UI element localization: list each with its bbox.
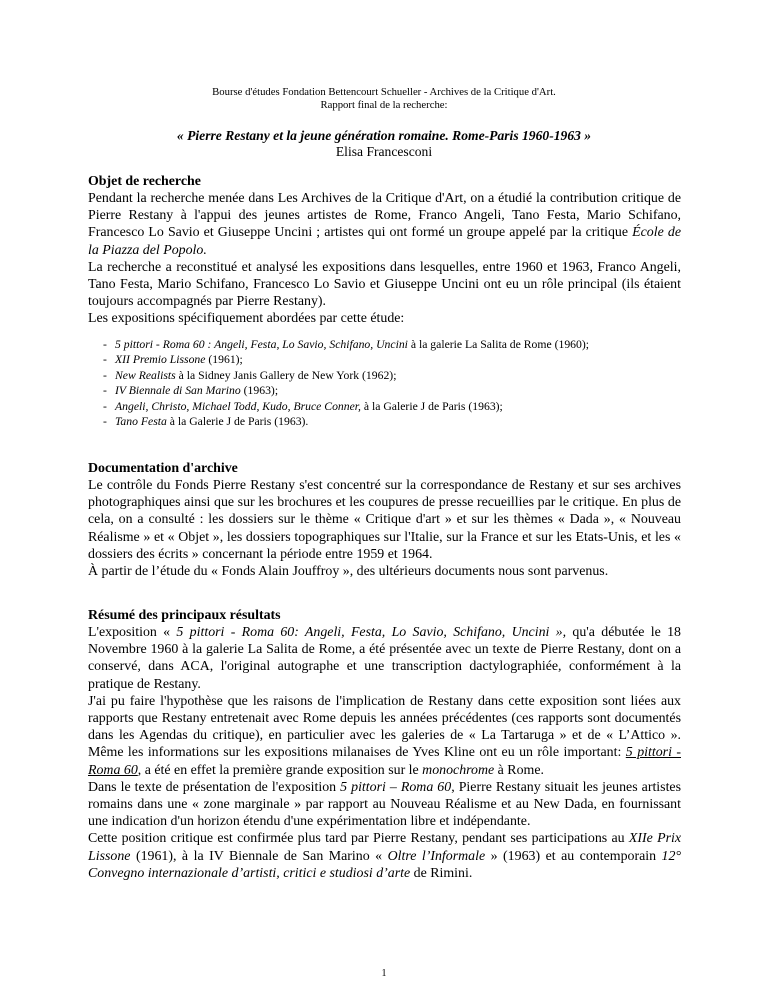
resultats-paragraph-3: Dans le texte de présentation de l'exposition 5 pittori – Roma 60, Pierre Restany situait les jeunes artistes romains dans une « zone marginale » par rapport au Nouveau Réalisme et au New Dada, en fournissant une indication d'un horizon étendu d'une expérimentation libre et indépendante. [88,779,681,830]
list-item: - IV Biennale di San Marino (1963); [103,383,683,398]
list-item: - New Realists à la Sidney Janis Gallery de New York (1962); [103,368,683,383]
list-item: - Angeli, Christo, Michael Todd, Kudo, Bruce Conner, à la Galerie J de Paris (1963); [103,399,683,414]
section-resultats [88,607,681,882]
resultats-paragraph-1: L'exposition « 5 pittori - Roma 60: Angeli, Festa, Lo Savio, Schifano, Uncini », qu'a débutée le 18 Novembre 1960 à la galerie La Salita de Rome, a été présentée avec un texte de Pierre Restany, dont on a conservé, dans ACA, l'original autographe et une transcription dactylographiée, conformément à la pratique de Restany. [88,625,681,692]
objet-paragraph-3: Les expositions spécifiquement abordées par cette étude: [88,311,405,327]
section-heading-objet: Objet de recherche [88,174,201,189]
documentation-paragraph-1: Le contrôle du Fonds Pierre Restany s'est concentré sur la correspondance de Restany et sur ses archives photographiques ainsi que sur les brochures et les coupures de presse recueillies par le critique. En plus de cela, on a consulté : les dossiers sur le thème « Critique d'art » et sur les thèmes « Dada », « Nouveau Réalisme » et « Objet », les dossiers topographiques sur l'Italie, sur la France et sur les Etats-Unis, et les « dossiers des écrits » concernant la période entre 1959 et 1964. [88,478,681,562]
objet-paragraph-2: La recherche a reconstitué et analysé les expositions dans lesquelles, entre 1960 et 1963, Franco Angeli, Tano Festa, Mario Schifano, Francesco Lo Savio et Giuseppe Uncini ont eu un rôle principal (ils étaient toujours accompagnés par Pierre Restany). [88,259,681,310]
list-item: - 5 pittori - Roma 60 : Angeli, Festa, Lo Savio, Schifano, Uncini à la galerie La Salita de Rome (1960); [103,337,683,352]
header-line-1: Bourse d'études Fondation Bettencourt Schueller - Archives de la Critique d'Art. [212,86,556,98]
list-item: - XII Premio Lissone (1961); [103,352,683,367]
page-number: 1 [381,968,387,979]
section-heading-documentation: Documentation d'archive [88,461,238,476]
objet-paragraph-1: Pendant la recherche menée dans Les Archives de la Critique d'Art, on a étudié la contribution critique de Pierre Restany à l'appui des jeunes artistes de Rome, Franco Angeli, Tano Festa, Mario Schifano, Francesco Lo Savio et Giuseppe Uncini ; artistes qui ont formé un groupe appelé par la critique École de la Piazza del Popolo. [88,191,681,258]
section-heading-resultats: Résumé des principaux résultats [88,608,281,623]
document-title: « Pierre Restany et la jeune génération romaine. Rome-Paris 1960-1963 » [176,128,592,143]
resultats-paragraph-2: J'ai pu faire l'hypothèse que les raisons de l'implication de Restany dans cette exposition sont liées aux rapports que Restany entretenait avec Rome depuis les années précédentes (ces rapports sont documentés dans les Agendas du critique), en particulier avec les galeries de « La Tartaruga » et de « L’Attico ». Même les informations sur les expositions milanaises de Yves Kline ont eu un rôle important: 5 pittori - Roma 60, a été en effet la première grande exposition sur le monochrome à Rome. [88,693,681,778]
resultats-paragraph-4: Cette position critique est confirmée plus tard par Pierre Restany, pendant ses participations au XIIe Prix Lissone (1961), à la IV Biennale de San Marino « Oltre l’Informale » (1963) et au contemporain 12° Convegno internazionale d’artisti, critici e studiosi d’arte de Rimini. [88,831,681,881]
documentation-paragraph-2: À partir de l’étude du « Fonds Alain Jouffroy », des ultérieurs documents nous sont parvenus. [88,564,609,580]
list-item: - Tano Festa à la Galerie J de Paris (1963). [103,414,683,429]
section-documentation [88,460,681,580]
author-name: Elisa Francesconi [335,144,433,159]
exhibitions-list [103,337,683,429]
header-line-2: Rapport final de la recherche: [320,99,448,111]
section-objet [88,173,681,328]
